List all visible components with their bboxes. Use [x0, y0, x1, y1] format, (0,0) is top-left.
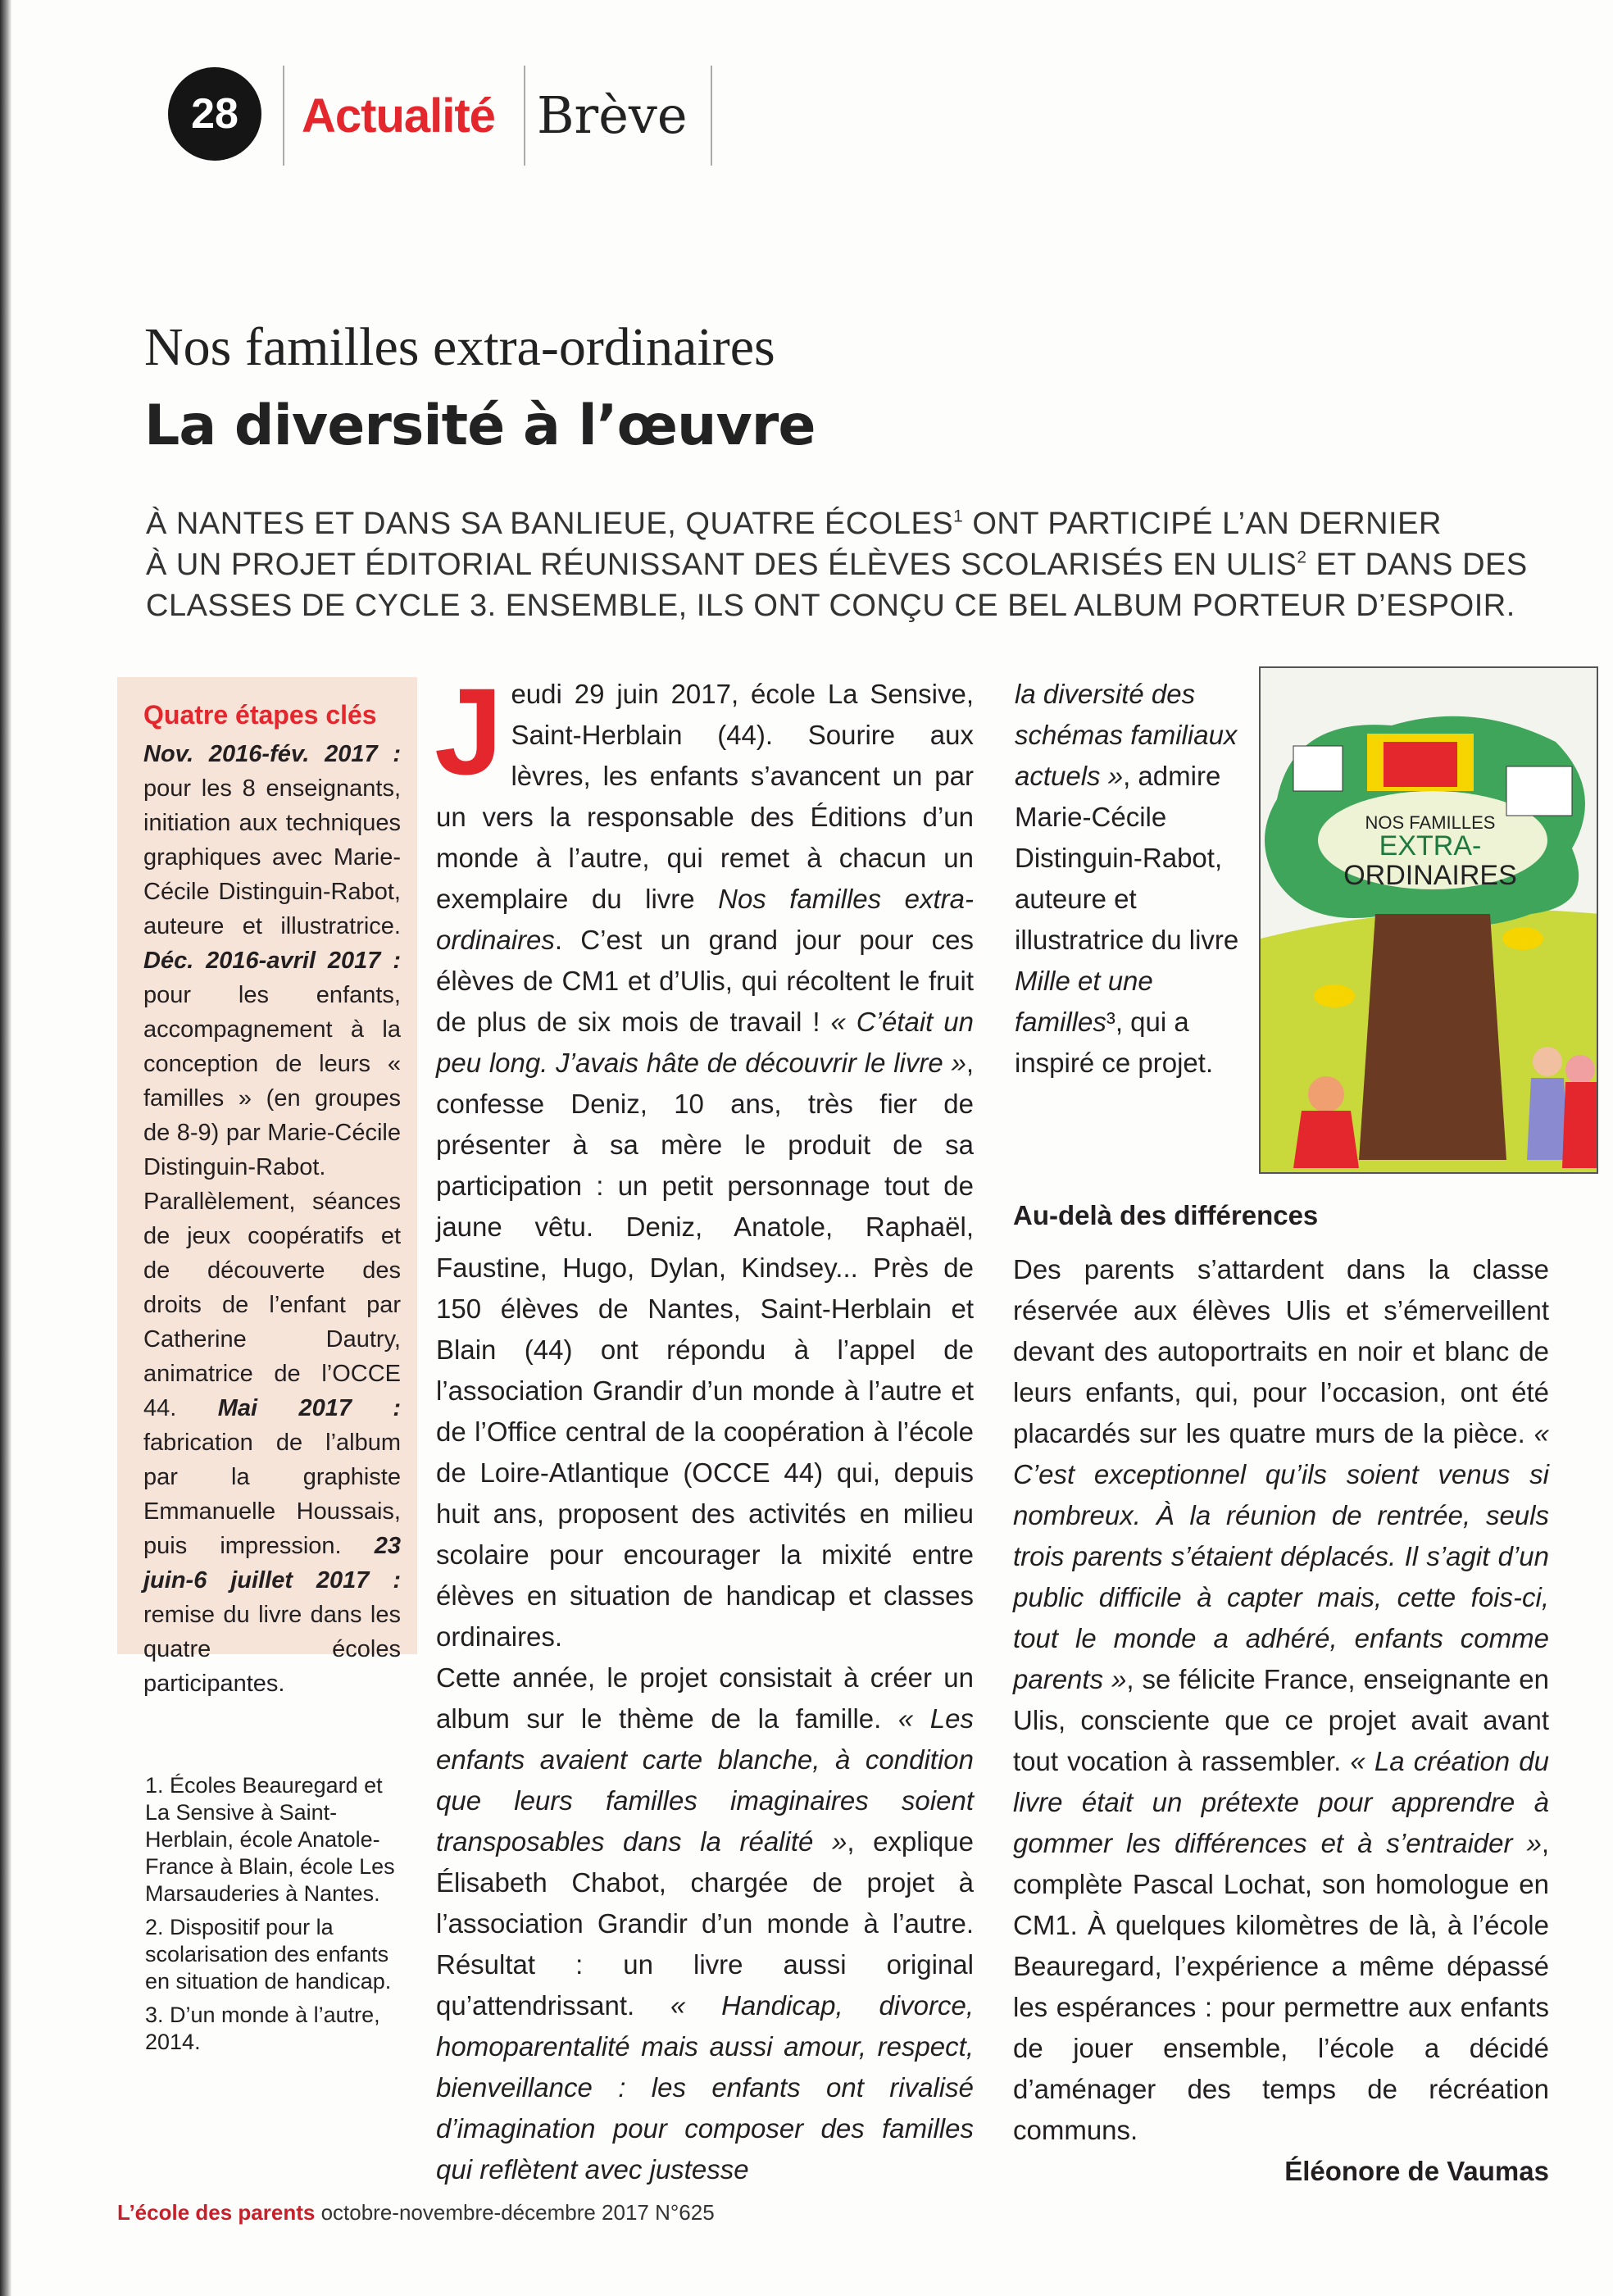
cover-title-line2: EXTRA- — [1379, 830, 1482, 862]
key-steps-list — [143, 737, 401, 1701]
body-text: , complète Pascal Lochat, son homologue en CM1. À quelques kilomètres de là, à l’école Beauregard, l’expérience a même dépassé les espérances : pour permettre aux enfants de jouer ensemble, l’école a décidé d’aménager des temps de récréation communs. — [1013, 1828, 1549, 2145]
key-steps-box — [117, 677, 417, 1697]
body-text: eudi 29 juin 2017, école La Sensive, Saint-Herblain (44). Sourire aux lèvres, les enfants s’avancent un par un vers la responsable des Éditions d’un monde à l’autre, qui remet à chacun un exemplaire du livre — [436, 679, 974, 914]
paragraph — [436, 1657, 974, 2190]
drop-cap: J — [434, 662, 503, 800]
divider — [524, 66, 525, 166]
quote-text: « La création du livre était un prétexte pour apprendre à gommer les différences et à s’entraider » — [1013, 1746, 1549, 1858]
footnote: 2. Dispositif pour la scolarisation des enfants en situation de handicap. — [145, 1915, 392, 1994]
footnote: 3. D’un monde à l’autre, 2014. — [145, 2003, 380, 2054]
lead-line — [146, 585, 1528, 626]
article-lead — [146, 503, 1528, 626]
page-footer — [117, 2200, 715, 2226]
quote-text: « C’est exceptionnel qu’ils soient venus si nombreux. À la réunion de rentrée, seuls trois parents s’étaient déplacés. Il s’agit d’un public difficile à capter mais, cette fois-ci, tout le monde a adhéré, enfants comme parents » — [1013, 1418, 1549, 1694]
step-date: Déc. 2016-avril 2017 : — [143, 948, 401, 974]
quote-text: Nos familles extra-ordinaires — [436, 884, 974, 955]
article-column-2-top — [1015, 674, 1249, 1084]
lead-text: CLASSES DE CYCLE 3. ENSEMBLE, ILS ONT CONÇU CE BEL ALBUM PORTEUR D’ESPOIR. — [146, 589, 1515, 623]
lead-line — [146, 503, 1528, 544]
magazine-name: L’école des parents — [117, 2200, 316, 2225]
step-date: Nov. 2016-fév. 2017 : — [143, 741, 401, 767]
key-steps-title: Quatre étapes clés — [143, 700, 377, 730]
book-cover-image — [1259, 666, 1598, 1174]
divider — [283, 66, 284, 166]
lead-text: ET DANS DES — [1306, 548, 1528, 582]
quote-text: « C’était un peu long. J’avais hâte de découvrir le livre » — [436, 1007, 974, 1078]
quote-text: la diversité des schémas familiaux actuels » — [1015, 679, 1238, 791]
body-text: , admire Marie-Cécile Distinguin-Rabot, auteure et illustratrice du livre — [1015, 761, 1239, 955]
quote-text: « Les enfants avaient carte blanche, à condition que leurs familles imaginaires soient transposables dans la réalité » — [436, 1703, 974, 1857]
author-signature: Éléonore de Vaumas — [1284, 2156, 1549, 2186]
paragraph — [434, 662, 974, 1657]
cover-title-line1: NOS FAMILLES — [1365, 812, 1496, 833]
footnote-ref: 2 — [1297, 548, 1307, 567]
quote-text: Mille et une familles — [1015, 966, 1153, 1037]
footnote: 1. Écoles Beauregard et La Sensive à Saint-Herblain, école Anatole-France à Blain, école Les Marsauderies à Nantes. — [145, 1773, 395, 1906]
section-label: Brève — [537, 85, 688, 145]
body-text: . C’est un grand jour pour ces élèves de CM1 et d’Ulis, qui récoltent le fruit de plus de six mois de travail ! — [436, 925, 974, 1037]
lead-text: ONT PARTICIPÉ L’AN DERNIER — [963, 507, 1442, 541]
step-date: 23 juin-6 juillet 2017 : — [143, 1533, 402, 1594]
body-text: ³, qui a inspiré ce projet. — [1015, 1007, 1214, 1078]
book-cover-illustration — [1261, 668, 1598, 1174]
step-text: remise du livre dans les quatre écoles participantes. — [143, 1602, 401, 1697]
article-column-2 — [1013, 1195, 1549, 2192]
paragraph — [1015, 674, 1249, 1084]
step-text: pour les 8 enseignants, initiation aux techniques graphiques avec Marie-Cécile Distinguin-Rabot, auteure et illustratrice. — [143, 775, 401, 939]
lead-text: À NANTES ET DANS SA BANLIEUE, QUATRE ÉCOLES — [146, 507, 954, 541]
body-text: Cette année, le projet consistait à créer un album sur le thème de la famille. — [436, 1662, 974, 1734]
step-text: pour les enfants, accompagnement à la conception de leurs « familles » (en groupes de 8-9) par Marie-Cécile Distinguin-Rabot. Parallèlement, séances de jeux coopératifs et de découverte des droits de l’enfant par Catherine Dautry, animatrice de l’OCCE 44. — [143, 982, 401, 1421]
paragraph — [1013, 1249, 1549, 2151]
cover-title-line3: ORDINAIRES — [1343, 860, 1517, 891]
step-text: fabrication de l’album par la graphiste Emmanuelle Houssais, puis impression. — [143, 1430, 401, 1559]
step-date: Mai 2017 : — [217, 1395, 401, 1421]
issue-info: octobre-novembre-décembre 2017 N°625 — [320, 2200, 715, 2225]
quote-text: « Handicap, divorce, homoparentalité mais aussi amour, respect, bienveillance : les enfants ont rivalisé d’imagination pour composer des familles qui reflètent avec justesse — [436, 1990, 974, 2185]
divider — [711, 66, 712, 166]
footnote-ref: 1 — [953, 507, 964, 526]
rubric-label: Actualité — [302, 89, 495, 143]
article-subtitle: La diversité à l’œuvre — [144, 393, 816, 458]
article-column-1 — [434, 662, 974, 2190]
body-text: Des parents s’attardent dans la classe réservée aux élèves Ulis et s’émerveillent devant des autoportraits en noir et blanc de leurs enfants, qui, pour l’occasion, ont été placardés sur les quatre murs de la pièce. — [1013, 1254, 1549, 1448]
article-title: Nos familles extra-ordinaires — [144, 317, 775, 377]
body-text: , se félicite France, enseignante en Ulis, consciente que ce projet avait avant tout vocation à rassembler. — [1013, 1664, 1549, 1776]
lead-text: À UN PROJET ÉDITORIAL RÉUNISSANT DES ÉLÈVES SCOLARISÉS EN ULIS — [146, 548, 1297, 582]
page-number-badge: 28 — [168, 67, 261, 161]
scan-edge — [0, 0, 11, 2296]
lead-line — [146, 544, 1528, 585]
section-heading: Au-delà des différences — [1013, 1200, 1319, 1230]
body-text: , confesse Deniz, 10 ans, très fier de présenter à sa mère le produit de sa participation : un petit personnage tout de jaune vêtu. Deniz, Anatole, Raphaël, Faustine, Hugo, Dylan, Kindsey... Près de 150 élèves de Nantes, Saint-Herblain et Blain (44) ont répondu à l’appel de l’association Grandir d’un monde à l’autre et de l’Office central de la coopération à l’école de Loire-Atlantique (OCCE 44) qui, depuis huit ans, proposent des activités en milieu scolaire pour encourager la mixité entre élèves en situation de handicap et classes ordinaires. — [436, 1048, 974, 1652]
body-text: , explique Élisabeth Chabot, chargée de projet à l’association Grandir d’un monde à l’autre. Résultat : un livre aussi original qu’attendrissant. — [436, 1826, 974, 2021]
footnotes — [145, 1772, 407, 2062]
